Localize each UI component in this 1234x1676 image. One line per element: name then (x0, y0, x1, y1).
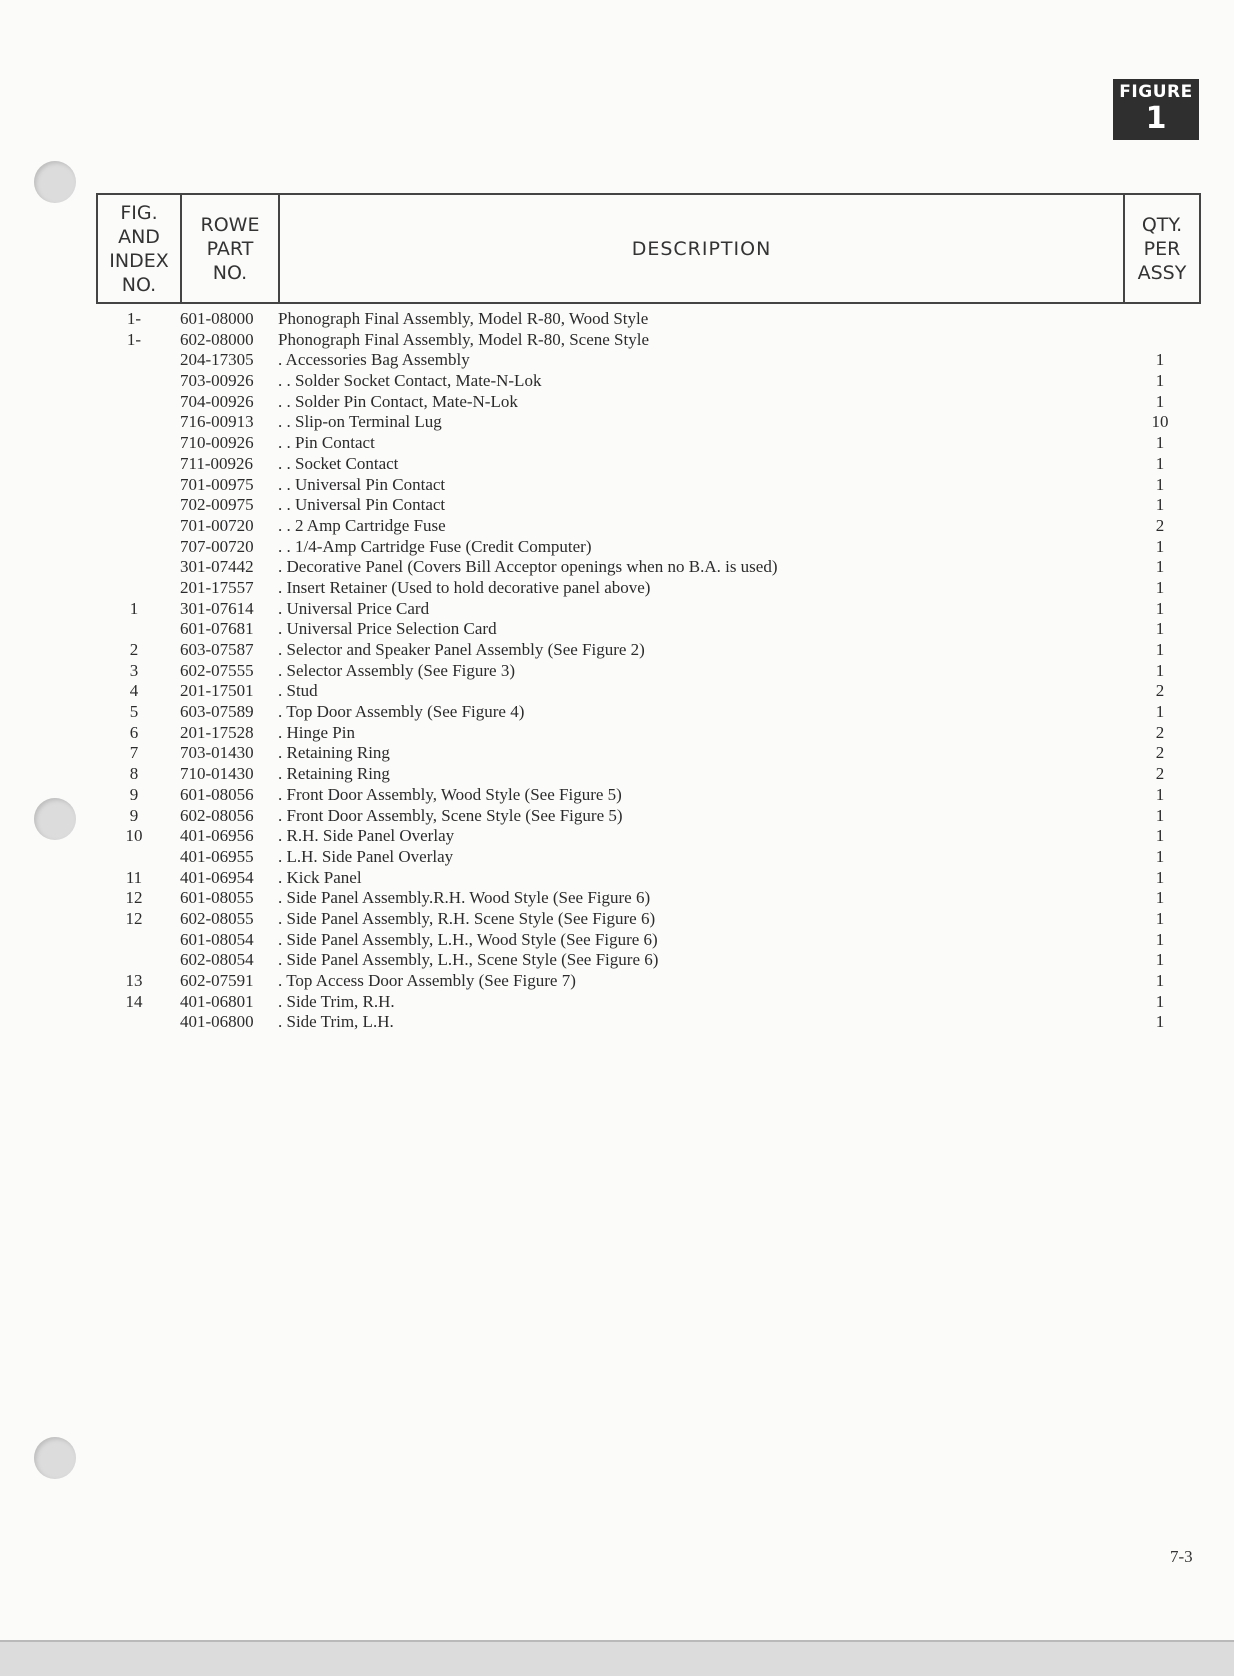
table-row (0, 557, 1234, 578)
quantity-cell: 1 (1155, 350, 1165, 370)
header-qty: QTY. PER ASSY (1137, 213, 1187, 284)
description-cell: . Front Door Assembly, Scene Style (See Figure 5) (278, 805, 623, 825)
part-number-cell: 201-17557 (180, 577, 254, 597)
part-number-cell: 204-17305 (180, 350, 254, 370)
description-cell: . Top Door Assembly (See Figure 4) (278, 702, 525, 722)
header-part-no: ROWE PART NO. (182, 195, 280, 302)
quantity-cell: 1 (1155, 867, 1165, 887)
table-row (0, 350, 1234, 371)
part-number-cell: 716-00913 (180, 412, 254, 432)
part-number-cell: 201-17501 (180, 681, 254, 701)
part-number-cell: 701-00975 (180, 474, 254, 494)
binder-hole-top (34, 161, 76, 203)
table-row (0, 743, 1234, 764)
fig-index-cell: 5 (129, 702, 139, 722)
page-edge (0, 1640, 1234, 1676)
quantity-cell: 2 (1155, 681, 1165, 701)
quantity-cell: 1 (1155, 619, 1165, 639)
table-row (0, 971, 1234, 992)
fig-index-cell: 1- (126, 309, 142, 328)
table-row (0, 785, 1234, 806)
quantity-cell: 2 (1155, 722, 1165, 742)
fig-index-cell: 12 (125, 908, 143, 928)
part-number-cell: 401-06954 (180, 867, 254, 887)
description-cell: . Side Trim, R.H. (278, 991, 395, 1011)
quantity-cell: 2 (1155, 764, 1165, 784)
description-cell: . R.H. Side Panel Overlay (278, 826, 455, 846)
quantity-cell: 1 (1155, 805, 1165, 825)
header-description: DESCRIPTION (280, 195, 1125, 302)
description-cell: . . Slip-on Terminal Lug (278, 412, 442, 432)
part-number-cell: 711-00926 (180, 453, 254, 473)
figure-label: FIGURE (1119, 82, 1193, 102)
part-number-cell: 602-08000 (180, 329, 254, 349)
quantity-cell: 1 (1155, 908, 1165, 928)
quantity-cell: 1 (1155, 433, 1165, 453)
quantity-cell: 1 (1155, 826, 1165, 846)
part-number-cell: 707-00720 (180, 536, 254, 556)
description-cell: . Universal Price Card (278, 598, 430, 618)
table-row (0, 702, 1234, 723)
part-number-cell: 602-07555 (180, 660, 254, 680)
table-row (0, 723, 1234, 744)
table-row (0, 537, 1234, 558)
fig-index-cell: 9 (129, 784, 139, 804)
description-cell: . Decorative Panel (Covers Bill Acceptor openings when no B.A. is used) (278, 557, 778, 577)
fig-index-cell: 7 (129, 743, 139, 763)
part-number-cell: 702-00975 (180, 495, 254, 515)
description-cell: . . 1/4-Amp Cartridge Fuse (Credit Computer) (278, 536, 592, 556)
part-number-cell: 401-06955 (180, 846, 254, 866)
table-row (0, 1012, 1234, 1033)
quantity-cell: 1 (1155, 371, 1165, 391)
binder-hole-bottom (34, 1437, 76, 1479)
parts-list (0, 309, 1234, 1033)
description-cell: . Retaining Ring (278, 764, 390, 784)
table-row (0, 950, 1234, 971)
figure-number: 1 (1145, 101, 1167, 136)
quantity-cell: 1 (1155, 971, 1165, 990)
fig-index-cell: 1- (126, 329, 142, 349)
table-row (0, 888, 1234, 909)
table-header (96, 193, 1201, 304)
part-number-cell: 602-08056 (180, 805, 254, 825)
description-cell: . Insert Retainer (Used to hold decorative panel above) (278, 577, 651, 597)
description-cell: . Retaining Ring (278, 743, 390, 763)
quantity-cell: 1 (1155, 536, 1165, 556)
fig-index-cell: 3 (129, 660, 139, 680)
table-row (0, 826, 1234, 847)
table-row (0, 868, 1234, 889)
part-number-cell: 601-07681 (180, 619, 254, 639)
fig-index-cell: 4 (129, 681, 139, 701)
description-cell: . Kick Panel (278, 867, 362, 887)
part-number-cell: 301-07442 (180, 557, 254, 577)
figure-badge (1113, 79, 1199, 140)
quantity-cell: 1 (1155, 495, 1165, 515)
quantity-cell: 1 (1155, 453, 1165, 473)
part-number-cell: 603-07587 (180, 640, 254, 659)
part-number-cell: 201-17528 (180, 722, 254, 742)
part-number-cell: 602-07591 (180, 971, 254, 990)
part-number-cell: 401-06956 (180, 826, 254, 846)
description-cell: . L.H. Side Panel Overlay (278, 846, 454, 866)
table-row (0, 578, 1234, 599)
fig-index-cell: 2 (129, 640, 139, 659)
description-cell: . Side Panel Assembly, R.H. Scene Style (See Figure 6) (278, 908, 656, 928)
quantity-cell: 10 (1151, 412, 1169, 432)
table-row (0, 992, 1234, 1013)
part-number-cell: 703-01430 (180, 743, 254, 763)
part-number-cell: 601-08000 (180, 309, 254, 328)
part-number-cell: 601-08056 (180, 784, 254, 804)
fig-index-cell: 6 (129, 722, 139, 742)
description-cell: . Front Door Assembly, Wood Style (See Figure 5) (278, 784, 622, 804)
part-number-cell: 601-08054 (180, 929, 254, 949)
description-cell: . . Universal Pin Contact (278, 474, 446, 494)
part-number-cell: 602-08054 (180, 950, 254, 970)
table-row (0, 599, 1234, 620)
quantity-cell: 1 (1155, 950, 1165, 970)
table-row (0, 847, 1234, 868)
quantity-cell: 1 (1155, 1012, 1165, 1032)
quantity-cell: 1 (1155, 991, 1165, 1011)
part-number-cell: 601-08055 (180, 888, 254, 908)
part-number-cell: 703-00926 (180, 371, 254, 391)
part-number-cell: 710-01430 (180, 764, 254, 784)
table-row (0, 495, 1234, 516)
table-row (0, 661, 1234, 682)
table-row (0, 433, 1234, 454)
description-cell: . . Pin Contact (278, 433, 375, 453)
table-row (0, 806, 1234, 827)
quantity-cell: 1 (1155, 577, 1165, 597)
quantity-cell: 1 (1155, 474, 1165, 494)
table-row (0, 909, 1234, 930)
table-row (0, 392, 1234, 413)
page-number: 7-3 (1170, 1547, 1193, 1566)
table-row (0, 454, 1234, 475)
description-cell: . Side Trim, L.H. (278, 1012, 394, 1032)
description-cell: . Universal Price Selection Card (278, 619, 497, 639)
description-cell: . . Universal Pin Contact (278, 495, 446, 515)
quantity-cell: 1 (1155, 702, 1165, 722)
description-cell: . Selector Assembly (See Figure 3) (278, 660, 516, 680)
table-row (0, 619, 1234, 640)
table-row (0, 475, 1234, 496)
quantity-cell: 1 (1155, 929, 1165, 949)
fig-index-cell: 1 (129, 598, 139, 618)
quantity-cell: 2 (1155, 743, 1165, 763)
part-number-cell: 704-00926 (180, 391, 254, 411)
table-row (0, 309, 1234, 330)
description-cell: . Side Panel Assembly, L.H., Scene Style (See Figure 6) (278, 950, 659, 970)
description-cell: Phonograph Final Assembly, Model R-80, Wood Style (278, 309, 649, 328)
quantity-cell: 1 (1155, 660, 1165, 680)
table-row (0, 412, 1234, 433)
description-cell: . Side Panel Assembly.R.H. Wood Style (See Figure 6) (278, 888, 651, 908)
description-cell: . Stud (278, 681, 318, 701)
description-cell: . Selector and Speaker Panel Assembly (See Figure 2) (278, 640, 645, 659)
description-cell: . . Socket Contact (278, 453, 399, 473)
quantity-cell: 1 (1155, 888, 1165, 908)
quantity-cell: 1 (1155, 391, 1165, 411)
description-cell: . Side Panel Assembly, L.H., Wood Style (See Figure 6) (278, 929, 658, 949)
fig-index-cell: 8 (129, 764, 139, 784)
quantity-cell: 1 (1155, 846, 1165, 866)
quantity-cell: 1 (1155, 784, 1165, 804)
table-row (0, 681, 1234, 702)
fig-index-cell: 11 (125, 867, 143, 887)
description-cell: . . Solder Pin Contact, Mate-N-Lok (278, 391, 518, 411)
table-row (0, 764, 1234, 785)
fig-index-cell: 14 (125, 991, 143, 1011)
quantity-cell: 1 (1155, 598, 1165, 618)
description-cell: . . Solder Socket Contact, Mate-N-Lok (278, 371, 542, 391)
fig-index-cell: 12 (125, 888, 143, 908)
fig-index-cell: 13 (125, 971, 143, 990)
table-row (0, 330, 1234, 351)
fig-index-cell: 9 (129, 805, 139, 825)
header-fig-index: FIG. AND INDEX NO. (98, 195, 182, 302)
description-cell: Phonograph Final Assembly, Model R-80, Scene Style (278, 329, 649, 349)
part-number-cell: 301-07614 (180, 598, 254, 618)
table-row (0, 516, 1234, 537)
description-cell: . Top Access Door Assembly (See Figure 7) (278, 971, 576, 990)
table-row (0, 640, 1234, 661)
quantity-cell: 1 (1155, 640, 1165, 659)
description-cell: . Accessories Bag Assembly (278, 350, 470, 370)
part-number-cell: 602-08055 (180, 908, 254, 928)
part-number-cell: 401-06800 (180, 1012, 254, 1032)
table-row (0, 371, 1234, 392)
part-number-cell: 401-06801 (180, 991, 254, 1011)
quantity-cell: 1 (1155, 557, 1165, 577)
description-cell: . . 2 Amp Cartridge Fuse (278, 515, 446, 535)
fig-index-cell: 10 (125, 826, 143, 846)
part-number-cell: 603-07589 (180, 702, 254, 722)
part-number-cell: 701-00720 (180, 515, 254, 535)
part-number-cell: 710-00926 (180, 433, 254, 453)
description-cell: . Hinge Pin (278, 722, 355, 742)
table-row (0, 930, 1234, 951)
quantity-cell: 2 (1155, 515, 1165, 535)
